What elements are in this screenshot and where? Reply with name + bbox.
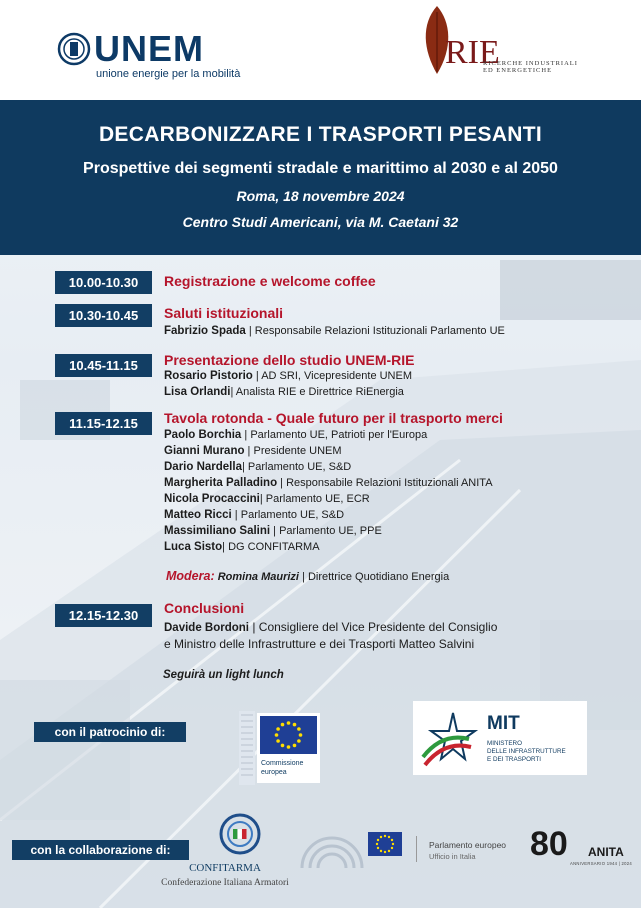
speaker-name: Nicola Procaccini	[164, 493, 260, 505]
speaker-role: Parlamento UE, S&D	[247, 461, 352, 473]
speaker-name: Massimiliano Salini	[164, 525, 271, 537]
rie-subtitle	[483, 60, 578, 74]
unem-tagline: unione energie per la mobilità	[96, 68, 241, 80]
separator: |	[248, 620, 259, 634]
mit-subtitle-line3: E DEI TRASPORTI	[487, 756, 542, 763]
eu-flag-icon	[260, 716, 317, 754]
rie-subtitle-line1: RICERCHE INDUSTRIALI	[483, 60, 578, 67]
speaker-name: Gianni Murano	[164, 445, 245, 457]
title-banner	[0, 100, 641, 255]
separator: |	[241, 429, 251, 441]
confitarma-logo	[160, 810, 290, 900]
rie-letters: RIE	[445, 34, 500, 71]
lunch-note: Seguirà un light lunch	[163, 669, 284, 681]
separator: |	[244, 445, 254, 457]
mit-subtitle	[487, 740, 566, 764]
speaker-line	[164, 370, 412, 382]
european-parliament-logo	[296, 812, 516, 872]
session-title: Registrazione e welcome coffee	[164, 273, 376, 289]
speaker-line	[164, 509, 344, 521]
speaker-role: Parlamento UE, ECR	[265, 493, 370, 505]
speaker-line	[164, 386, 404, 398]
speaker-line	[164, 637, 474, 651]
rie-logo	[415, 4, 590, 84]
session-title: Tavola rotonda - Quale futuro per il trasporto merci	[164, 410, 503, 426]
time-badge: 11.15-12.15	[55, 412, 152, 435]
speaker-line	[164, 461, 351, 473]
ep-divider	[416, 836, 417, 862]
separator: |	[252, 370, 262, 382]
european-commission-logo	[257, 713, 320, 783]
speaker-role: Analista RIE e Direttrice RiEnergia	[235, 386, 404, 398]
session-title: Conclusioni	[164, 600, 245, 616]
mit-title: MIT	[487, 713, 520, 734]
separator: |	[259, 493, 266, 505]
ep-flag-icon	[368, 832, 402, 856]
moderator-label: Modera:	[166, 569, 215, 583]
time-badge: 10.30-10.45	[55, 304, 152, 327]
event-venue: Centro Studi Americani, via M. Caetani 32	[182, 214, 459, 230]
speaker-role: Consigliere del Vice Presidente del Consiglio	[258, 620, 498, 634]
speaker-name: Dario Nardella	[164, 461, 242, 473]
ep-caption-line1: Parlamento europeo	[429, 840, 507, 850]
session-title: Saluti istituzionali	[164, 305, 284, 321]
mit-logo	[413, 701, 587, 775]
unem-logo	[57, 30, 257, 85]
separator: |	[230, 386, 236, 398]
speaker-role: Responsabile Relazioni Istituzionali Parlamento UE	[254, 325, 505, 337]
time-badge: 10.45-11.15	[55, 354, 152, 377]
speaker-line	[164, 525, 382, 537]
speaker-line	[164, 429, 427, 441]
mit-subtitle-line1: MINISTERO	[487, 740, 522, 747]
anita-subtitle: ANNIVERSARIO 1944 | 2024	[570, 861, 633, 866]
ep-caption-line2: Ufficio in Italia	[429, 852, 476, 861]
speaker-line	[164, 620, 497, 634]
time-badge: 10.00-10.30	[55, 271, 152, 294]
speaker-name: Rosario Pistorio	[164, 370, 253, 382]
speaker-name: Davide Bordoni	[164, 622, 249, 634]
separator: |	[241, 461, 248, 473]
separator: |	[270, 525, 280, 537]
time-badge: 12.15-12.30	[55, 604, 152, 627]
anita-name: ANITA	[588, 845, 624, 859]
mit-subtitle-line2: DELLE INFRASTRUTTURE	[487, 748, 566, 755]
separator: |	[277, 477, 287, 489]
ec-caption	[261, 759, 303, 777]
ec-caption-line1: Commissione	[261, 760, 304, 767]
anita-logo	[530, 825, 635, 875]
speaker-role: Parlamento UE, PPE	[279, 525, 382, 537]
speaker-role: Responsabile Relazioni Istituzionali ANITA	[286, 477, 493, 489]
speaker-name: Matteo Ricci	[164, 509, 232, 521]
speaker-role: Parlamento UE, Patrioti per l'Europa	[250, 429, 428, 441]
anita-anniversary-number: 80	[530, 825, 568, 863]
speaker-name: Lisa Orlandi	[164, 386, 231, 398]
speaker-line	[164, 325, 505, 337]
speaker-name: Paolo Borchia	[164, 429, 242, 441]
confitarma-subtitle: Confederazione Italiana Armatori	[161, 878, 289, 888]
speaker-role: Parlamento UE, S&D	[240, 509, 345, 521]
moderator-line	[166, 569, 449, 583]
speaker-line	[164, 493, 370, 505]
speaker-name: Margherita Palladino	[164, 477, 278, 489]
event-subtitle: Prospettive dei segmenti stradale e marittimo al 2030 e al 2050	[83, 160, 558, 177]
unem-wordmark: UNEM	[94, 28, 204, 69]
moderator-role: | Direttrice Quotidiano Energia	[302, 571, 450, 583]
speaker-line	[164, 477, 493, 489]
unem-emblem-icon	[57, 32, 91, 66]
separator: |	[231, 509, 241, 521]
session-title: Presentazione dello studio UNEM-RIE	[164, 352, 415, 368]
patronage-label: con il patrocinio di:	[34, 722, 186, 742]
speaker-role: DG CONFITARMA	[228, 541, 320, 553]
speaker-name: Fabrizio Spada	[164, 325, 246, 337]
rie-subtitle-line2: ED ENERGETICHE	[483, 67, 553, 74]
ec-caption-line2: europea	[261, 769, 287, 776]
mit-star-icon	[419, 709, 479, 769]
event-title: DECARBONIZZARE I TRASPORTI PESANTI	[98, 123, 543, 146]
moderator-name: Romina Maurizi	[217, 571, 299, 583]
speaker-name: Luca Sisto	[164, 541, 223, 553]
confitarma-emblem-icon	[218, 812, 262, 856]
separator: |	[245, 325, 255, 337]
confitarma-name: CONFITARMA	[189, 862, 261, 874]
separator: |	[222, 541, 229, 553]
speaker-role: Presidente UNEM	[253, 445, 342, 457]
collaboration-label: con la collaborazione di:	[12, 840, 189, 860]
speaker-role: e Ministro delle Infrastrutture e dei Trasporti Matteo Salvini	[164, 637, 475, 651]
speaker-line	[164, 541, 320, 553]
speaker-role: AD SRI, Vicepresidente UNEM	[261, 370, 413, 382]
parliament-hemicycle-icon	[296, 814, 368, 872]
header	[0, 0, 641, 100]
event-date: Roma, 18 novembre 2024	[236, 188, 405, 204]
speaker-line	[164, 445, 342, 457]
